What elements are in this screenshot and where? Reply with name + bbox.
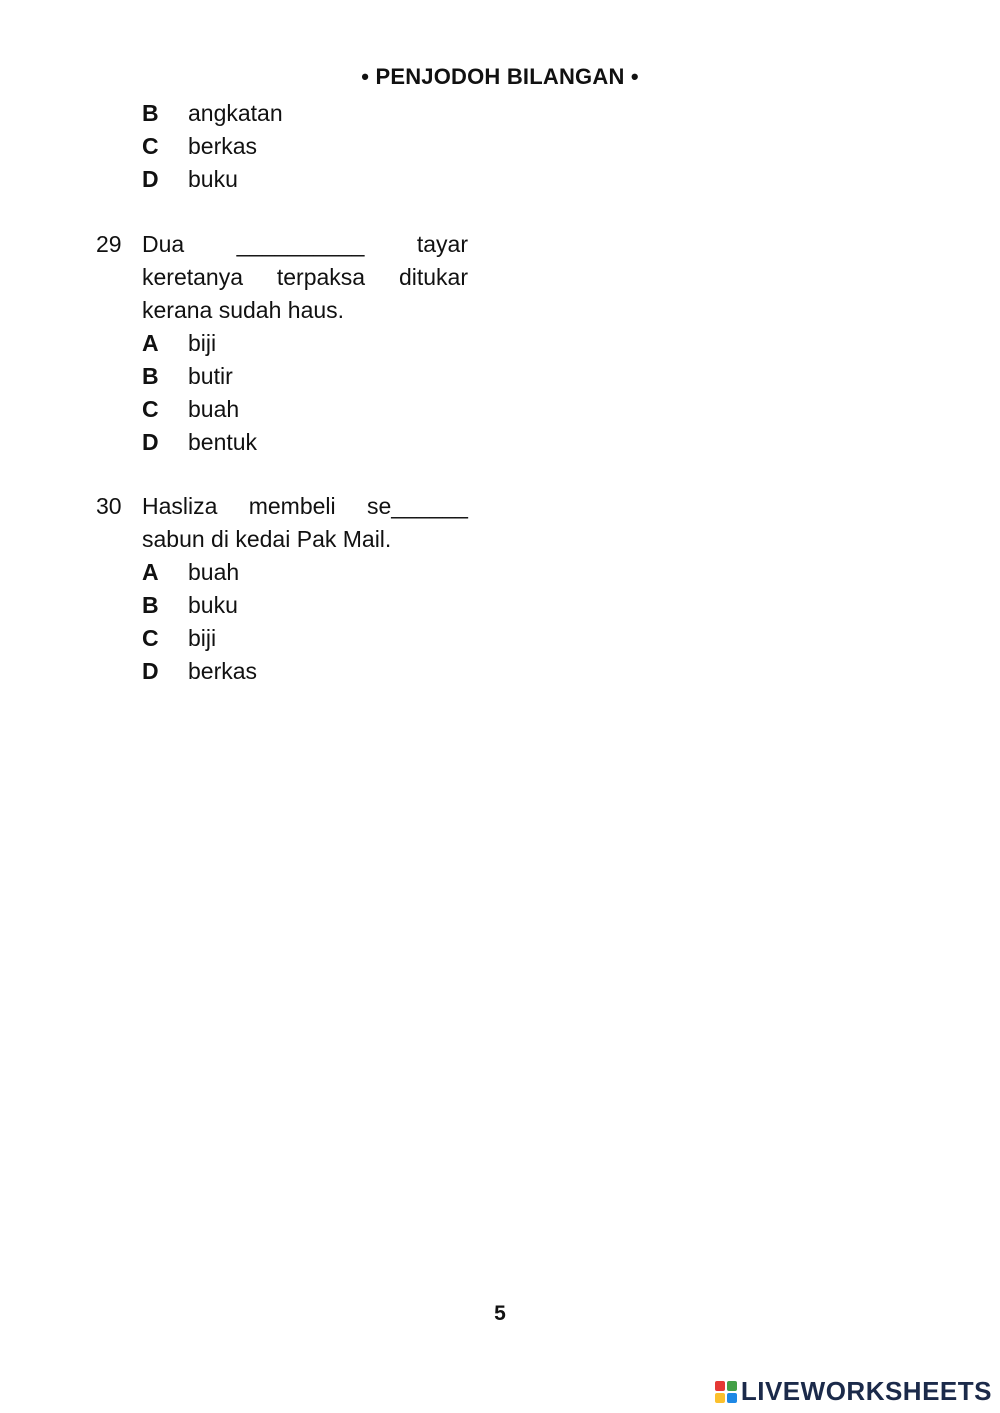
- question-29: [96, 228, 468, 459]
- brand-name: LIVEWORKSHEETS: [740, 1376, 992, 1406]
- option-a[interactable]: [96, 327, 468, 360]
- option-a[interactable]: [96, 556, 468, 589]
- option-letter: C: [142, 396, 159, 422]
- stem-word: terpaksa: [276, 264, 366, 290]
- logo-square: [727, 1393, 737, 1403]
- stem-word: ditukar: [398, 264, 468, 290]
- question-30: [96, 490, 468, 688]
- option-b[interactable]: [96, 97, 468, 130]
- option-text: buah: [188, 396, 240, 422]
- stem-word: kerana sudah haus.: [142, 297, 345, 323]
- option-text: biji: [188, 625, 217, 651]
- option-text: berkas: [188, 133, 258, 159]
- option-text: angkatan: [188, 100, 283, 126]
- option-d[interactable]: [96, 655, 468, 688]
- option-letter: D: [142, 166, 159, 192]
- stem-word: Hasliza: [142, 493, 218, 519]
- stem-word: keretanya: [142, 264, 244, 290]
- option-letter: D: [142, 429, 159, 455]
- option-letter: A: [142, 559, 159, 585]
- logo-square: [715, 1381, 725, 1391]
- option-text: biji: [188, 330, 217, 356]
- option-c[interactable]: [96, 393, 468, 426]
- option-d[interactable]: [96, 426, 468, 459]
- answer-blank[interactable]: __________: [236, 231, 365, 257]
- option-letter: C: [142, 625, 159, 651]
- option-letter: B: [142, 100, 159, 126]
- stem-word: sabun di kedai Pak Mail.: [142, 526, 392, 552]
- stem-word: Dua: [142, 231, 185, 257]
- question-stem: [142, 228, 468, 327]
- option-text: buku: [188, 592, 238, 618]
- question-number: 29: [96, 231, 122, 257]
- option-text: berkas: [188, 658, 258, 684]
- question-number: 30: [96, 493, 122, 519]
- option-text: buah: [188, 559, 240, 585]
- option-letter: B: [142, 363, 159, 389]
- option-letter: D: [142, 658, 159, 684]
- option-text: butir: [188, 363, 233, 389]
- option-b[interactable]: [96, 360, 468, 393]
- logo-square: [727, 1381, 737, 1391]
- stem-word: tayar: [416, 231, 468, 257]
- option-letter: C: [142, 133, 159, 159]
- logo-square: [715, 1393, 725, 1403]
- stem-word: membeli: [248, 493, 336, 519]
- option-c[interactable]: [96, 622, 468, 655]
- option-c[interactable]: [96, 130, 468, 163]
- brand-watermark[interactable]: [715, 1376, 992, 1407]
- option-letter: B: [142, 592, 159, 618]
- continued-options: [96, 97, 468, 196]
- option-text: bentuk: [188, 429, 258, 455]
- answer-blank[interactable]: se______: [366, 493, 468, 519]
- question-stem: [142, 490, 468, 556]
- option-d[interactable]: [96, 163, 468, 196]
- option-b[interactable]: [96, 589, 468, 622]
- option-text: buku: [188, 166, 238, 192]
- page-title: • PENJODOH BILANGAN •: [361, 64, 639, 89]
- option-letter: A: [142, 330, 159, 356]
- page-number: 5: [494, 1302, 506, 1325]
- liveworksheets-logo-icon: [715, 1381, 737, 1403]
